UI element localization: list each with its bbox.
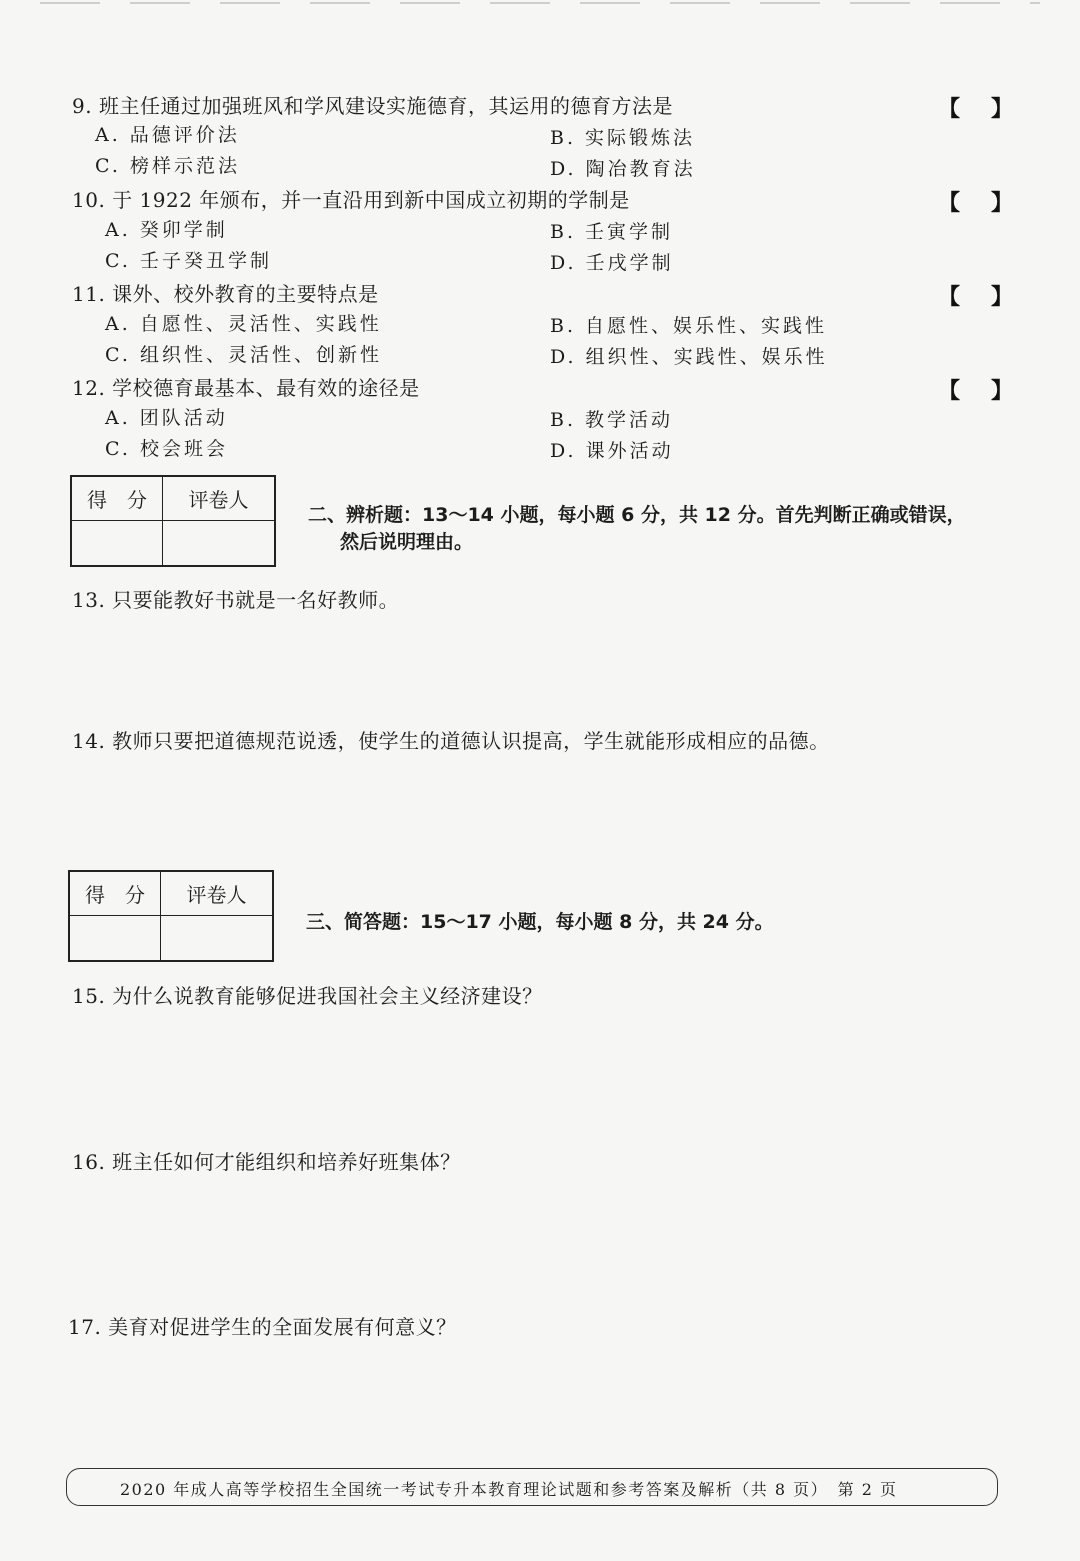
question-11-option-b: B. 自愿性、娱乐性、实践性	[550, 315, 828, 337]
question-12-option-d: D. 课外活动	[550, 440, 674, 462]
scan-top-edge	[40, 2, 1040, 4]
bracket-right: 】	[990, 284, 1013, 310]
bracket-left: 【	[938, 190, 961, 216]
question-11-option-c: C. 组织性、灵活性、创新性	[105, 344, 382, 366]
grader-cell[interactable]	[163, 520, 276, 566]
question-9-option-d: D. 陶冶教育法	[550, 158, 696, 180]
question-9-option-b: B. 实际锻炼法	[550, 127, 696, 149]
section-3-title: 三、简答题：15～17 小题，每小题 8 分，共 24 分。	[306, 911, 774, 933]
question-14: 14. 教师只要把道德规范说透，使学生的道德认识提高，学生就能形成相应的品德。	[72, 729, 830, 753]
score-cell[interactable]	[71, 520, 163, 566]
score-box-section-2	[70, 475, 276, 567]
section-2-title-cont: 然后说明理由。	[340, 531, 474, 553]
bracket-left: 【	[938, 284, 961, 310]
question-12-option-a: A. 团队活动	[105, 407, 228, 429]
question-10-option-d: D. 壬戌学制	[550, 252, 674, 274]
score-label: 得 分	[71, 476, 163, 520]
question-13: 13. 只要能教好书就是一名好教师。	[72, 588, 400, 612]
question-11-stem: 11. 课外、校外教育的主要特点是	[72, 282, 379, 306]
question-15: 15. 为什么说教育能够促进我国社会主义经济建设？	[72, 984, 543, 1008]
section-2-title: 二、辨析题：13～14 小题，每小题 6 分，共 12 分。首先判断正确或错误，	[308, 504, 966, 526]
bracket-left: 【	[938, 96, 961, 122]
bracket-right: 】	[990, 96, 1013, 122]
question-10-option-c: C. 壬子癸丑学制	[105, 250, 272, 272]
question-9-option-a: A. 品德评价法	[95, 124, 240, 146]
score-cell[interactable]	[69, 915, 161, 961]
question-12-option-b: B. 教学活动	[550, 409, 674, 431]
bracket-right: 】	[990, 378, 1013, 404]
grader-label: 评卷人	[163, 476, 276, 520]
score-box-section-3	[68, 870, 274, 962]
question-9-option-c: C. 榜样示范法	[95, 155, 240, 177]
bracket-left: 【	[938, 378, 961, 404]
question-10-option-a: A. 癸卯学制	[105, 219, 228, 241]
footer-text: 2020 年成人高等学校招生全国统一考试专升本教育理论试题和参考答案及解析（共 8 页） 第 2 页	[120, 1480, 898, 1499]
grader-label: 评卷人	[161, 871, 274, 915]
question-17: 17. 美育对促进学生的全面发展有何意义？	[68, 1315, 457, 1339]
question-9-stem: 9. 班主任通过加强班风和学风建设实施德育，其运用的德育方法是	[72, 94, 673, 118]
question-11-option-d: D. 组织性、实践性、娱乐性	[550, 346, 828, 368]
question-11-option-a: A. 自愿性、灵活性、实践性	[105, 313, 382, 335]
question-10-stem: 10. 于 1922 年颁布，并一直沿用到新中国成立初期的学制是	[72, 188, 630, 212]
question-10-option-b: B. 壬寅学制	[550, 221, 674, 243]
question-16: 16. 班主任如何才能组织和培养好班集体？	[72, 1150, 461, 1174]
score-label: 得 分	[69, 871, 161, 915]
grader-cell[interactable]	[161, 915, 274, 961]
question-12-stem: 12. 学校德育最基本、最有效的途径是	[72, 376, 420, 400]
question-12-option-c: C. 校会班会	[105, 438, 228, 460]
bracket-right: 】	[990, 190, 1013, 216]
